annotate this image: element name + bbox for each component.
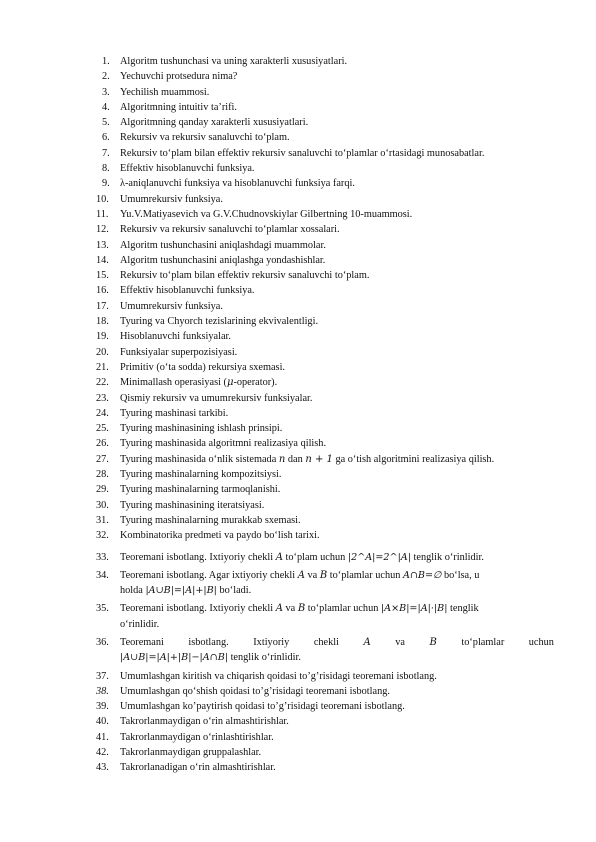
item-text: Funksiyalar superpozisiyasi. (120, 346, 238, 358)
item-number: 34. (96, 569, 109, 581)
item-text: Tyuring va Chyorch tezislarining ekvivalentligi. (120, 316, 319, 328)
item-number: 43. (96, 762, 109, 774)
list-item (0, 345, 596, 360)
list-item (0, 391, 596, 406)
item-number: 12. (96, 224, 109, 236)
item-text: Rekursiv to‘plam bilan effektiv rekursiv sanaluvchi to‘plamlar o‘rtasidagi munosabatlar. (120, 147, 485, 159)
set-a-symbol: A (275, 603, 283, 615)
set-a-symbol: A (297, 569, 305, 581)
list-item (0, 268, 596, 283)
formula-disjoint: A∩B=∅ (402, 569, 442, 581)
list-item (0, 54, 596, 69)
item-number: 10. (96, 193, 109, 205)
item-number: 41. (96, 731, 109, 743)
item-number: 4. (102, 101, 110, 113)
item-number: 14. (96, 254, 109, 266)
item-text: Teoremani isbotlang. Agar ixtiyoriy chekli (120, 569, 298, 581)
list-item (0, 85, 596, 100)
list-item (0, 375, 596, 390)
item-number: 9. (102, 178, 110, 190)
item-number: 31. (96, 514, 109, 526)
list-item (0, 360, 596, 375)
item-text: holda (120, 585, 146, 597)
item-number: 28. (96, 469, 109, 481)
item-word: to‘plamlar (461, 636, 505, 648)
item-word: va (395, 636, 405, 648)
list-item (0, 146, 596, 161)
item-text: dan (285, 453, 306, 465)
item-number: 1. (102, 56, 110, 67)
item-word: Ixtiyoriy (253, 636, 290, 648)
question-list (0, 54, 596, 776)
item-text: Rekursiv va rekursiv sanaluvchi to‘plamlar xossalari. (120, 224, 340, 236)
item-text: Umumlashgan kiritish va chiqarish qoidasi to’g’risidagi teoremani isbotlang. (120, 670, 437, 682)
item-text: va (304, 569, 320, 581)
item-number: 6. (102, 132, 110, 144)
list-item (0, 161, 596, 176)
item-text: va (282, 603, 298, 615)
item-number: 29. (96, 484, 109, 496)
list-item (0, 669, 596, 684)
item-number: 25. (96, 423, 109, 435)
list-item (0, 329, 596, 344)
item-text: Kombinatorika predmeti va paydo bo‘lish tarixi. (120, 530, 320, 542)
item-text: Hisoblanuvchi funksiyalar. (120, 331, 231, 343)
item-number: 42. (96, 747, 109, 759)
list-item (0, 69, 596, 84)
list-item (0, 699, 596, 714)
item-text: Tyuring mashinasining ishlash prinsipi. (120, 423, 283, 435)
item-word: chekli (313, 636, 339, 648)
item-number: 38. (96, 685, 109, 697)
list-item (0, 176, 596, 191)
item-text: Umumrekursiv funksiya. (120, 193, 223, 205)
list-item (0, 115, 596, 130)
item-text: Takrorlanmaydigan o‘rin almashtirishlar. (120, 716, 289, 728)
list-item (0, 482, 596, 497)
item-number: 22. (96, 377, 109, 389)
item-text: tenglik o‘rinlidir. (228, 652, 301, 664)
list-item (0, 253, 596, 268)
item-number: 18. (96, 316, 109, 328)
list-item (0, 299, 596, 314)
list-item (0, 550, 596, 565)
list-item (0, 467, 596, 482)
item-text: Tyuring mashinasining iteratsiyasi. (120, 499, 265, 511)
variable-n: n (278, 453, 286, 465)
list-item (0, 452, 596, 467)
item-text: tenglik (447, 603, 479, 615)
item-text: Yechuvchi protsedura nima? (120, 71, 238, 83)
item-text: Umumlashgan ko’paytirish qoidasi to’g’risidagi teoremani isbotlang. (120, 701, 405, 713)
item-number: 26. (96, 438, 109, 450)
item-number: 37. (96, 670, 109, 682)
item-number: 17. (96, 300, 109, 312)
set-b-symbol: B (429, 636, 437, 648)
set-a-symbol: A (363, 636, 371, 648)
item-number: 8. (102, 163, 110, 175)
item-number: 40. (96, 716, 109, 728)
item-text: Algoritm tushunchasi va uning xarakterli xususiyatlari. (120, 56, 348, 67)
item-text: Algoritm tushunchasini aniqlashdagi muammolar. (120, 239, 326, 251)
item-text: to‘plamlar uchun (327, 569, 403, 581)
item-number: 35. (96, 603, 109, 615)
item-word: isbotlang. (188, 636, 229, 648)
item-word: Teoremani (120, 636, 164, 648)
item-text: Rekursiv va rekursiv sanaluvchi to‘plam. (120, 132, 290, 144)
list-item (0, 513, 596, 528)
item-text: to‘plamlar uchun (305, 603, 381, 615)
item-text: Umumlashgan qo‘shish qoidasi to’g’risidagi teoremani isbotlang. (120, 685, 390, 697)
item-text: Takrorlanmaydigan o‘rinlashtirishlar. (120, 731, 274, 743)
item-text: Minimallash operasiyasi ( (120, 377, 227, 389)
list-item (0, 406, 596, 421)
item-text: bo‘lsa, u (441, 569, 480, 581)
item-text: Teoremani isbotlang. Ixtiyoriy chekli (120, 551, 276, 563)
item-number: 11. (96, 208, 109, 220)
item-text: o‘rinlidir. (120, 618, 160, 630)
item-number: 33. (96, 551, 109, 563)
list-item (0, 283, 596, 298)
list-item (0, 635, 596, 666)
item-text: ga o‘tish algoritmini realizasiya qilish. (332, 453, 495, 465)
item-number: 19. (96, 331, 109, 343)
item-number: 16. (96, 285, 109, 297)
formula-power-set: |2^A|=2^|A| (347, 551, 411, 563)
formula-union-sum: |A∪B|=|A|+|B| (145, 585, 217, 597)
list-item (0, 498, 596, 513)
list-item (0, 714, 596, 729)
item-number: 15. (96, 270, 109, 282)
item-text: Algoritmning qanday xarakterli xususiyatlari. (120, 117, 309, 129)
list-item (0, 192, 596, 207)
item-text: Teoremani isbotlang. Ixtiyoriy chekli (120, 603, 276, 615)
item-text: Yechilish muammosi. (120, 86, 210, 98)
item-word: uchun (528, 636, 554, 648)
item-number: 13. (96, 239, 109, 251)
list-item (0, 130, 596, 145)
item-text: Rekursiv to‘plam bilan effektiv rekursiv sanaluvchi to‘plam. (120, 270, 370, 282)
item-text: Algoritmning intuitiv ta’rifi. (120, 101, 237, 113)
set-a-symbol: A (275, 551, 283, 563)
item-text: Primitiv (o‘ta sodda) rekursiya sxemasi. (120, 361, 286, 373)
item-text: Tyuring mashinasida o‘nlik sistemada (120, 453, 279, 465)
list-item (0, 421, 596, 436)
list-item (0, 238, 596, 253)
item-text: Effektiv hisoblanuvchi funksiya. (120, 285, 255, 297)
item-text: Effektiv hisoblanuvchi funksiya. (120, 163, 255, 175)
set-b-symbol: B (297, 603, 306, 615)
list-item (0, 730, 596, 745)
list-item (0, 100, 596, 115)
item-number: 32. (96, 530, 109, 542)
justified-line (120, 635, 554, 650)
item-text: Algoritm tushunchasini aniqlashga yondashishlar. (120, 254, 326, 266)
expression-n-plus-1: n + 1 (305, 453, 333, 465)
list-item (0, 207, 596, 222)
item-number: 7. (102, 147, 110, 159)
item-number: 24. (96, 407, 109, 419)
list-item (0, 436, 596, 451)
item-text: Takrorlanmaydigan gruppalashlar. (120, 747, 262, 759)
item-text: Tyuring mashinasi tarkibi. (120, 407, 229, 419)
item-number: 27. (96, 453, 109, 465)
mu-symbol: μ (226, 377, 234, 389)
item-number: 20. (96, 346, 109, 358)
item-text: to‘plam uchun (282, 551, 348, 563)
item-number: 5. (102, 117, 110, 129)
list-item (0, 222, 596, 237)
item-number: 23. (96, 392, 109, 404)
list-item (0, 745, 596, 760)
formula-cartesian-product: |A×B|=|A|·|B| (380, 603, 448, 615)
set-b-symbol: B (319, 569, 328, 581)
item-text: -operator). (233, 377, 278, 389)
item-number: 39. (96, 701, 109, 713)
item-text: Umumrekursiv funksiya. (120, 300, 223, 312)
formula-inclusion-exclusion: |A∪B|=|A|+|B|−|A∩B| (120, 652, 228, 664)
list-item (0, 568, 596, 599)
item-number: 2. (102, 71, 110, 83)
list-item (0, 314, 596, 329)
item-text: λ-aniqlanuvchi funksiya va hisoblanuvchi funksiya farqi. (120, 178, 355, 190)
item-text: Qismiy rekursiv va umumrekursiv funksiyalar. (120, 392, 313, 404)
list-item (0, 528, 596, 543)
item-text: Takrorlanadigan o‘rin almashtirishlar. (120, 762, 276, 774)
item-text: Tyuring mashinasida algoritmni realizasiya qilish. (120, 438, 327, 450)
item-text: Tyuring mashinalarning tarmoqlanishi. (120, 484, 281, 496)
item-text: Tyuring mashinalarning murakkab sxemasi. (120, 514, 301, 526)
item-text: Yu.V.Matiyasevich va G.V.Chudnovskiylar Gilbertning 10-muammosi. (120, 208, 413, 220)
item-number: 3. (102, 86, 110, 98)
item-text: Tyuring mashinalarning kompozitsiysi. (120, 469, 282, 481)
item-number: 30. (96, 499, 109, 511)
item-text: bo‘ladi. (216, 585, 252, 597)
list-item (0, 601, 596, 632)
item-text: tenglik o‘rinlidir. (410, 551, 484, 563)
item-number: 21. (96, 361, 109, 373)
item-number: 36. (96, 636, 109, 648)
list-item (0, 760, 596, 775)
list-item (0, 684, 596, 699)
